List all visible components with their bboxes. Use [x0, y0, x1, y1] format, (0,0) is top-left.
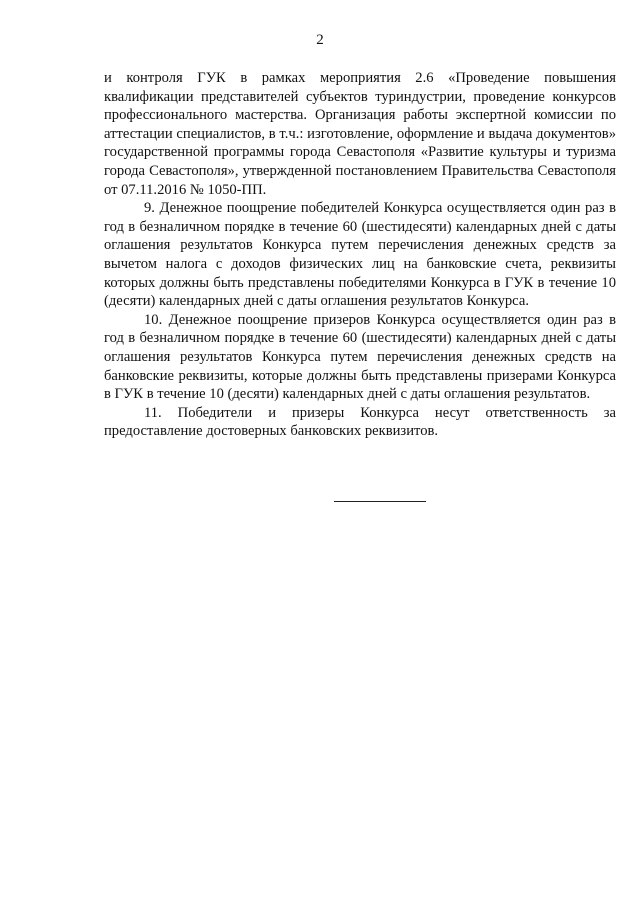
paragraph-item-10: 10. Денежное поощрение призеров Конкурса осуществляется один раз в год в безналичном порядке в течение 60 (шестидесяти) календарных дней с даты оглашения результатов Конкурса путем перечисления денежных средств на банковские реквизиты, которые должны быть представлены призерами Конкурса в ГУК в течение 10 (десяти) календарных дней с даты оглашения результатов. — [104, 311, 616, 403]
end-of-document-rule — [334, 501, 426, 502]
document-body — [104, 69, 616, 441]
paragraph-item-11: 11. Победители и призеры Конкурса несут ответственность за предоставление достоверных банковских реквизитов. — [104, 404, 616, 440]
paragraph-continuation: и контроля ГУК в рамках мероприятия 2.6 «Проведение повышения квалификации представителей субъектов туриндустрии, проведение конкурсов профессионального мастерства. Организация работы экспертной комиссии по аттестации специалистов, в т.ч.: изготовление, оформление и выдача документов» государственной программы города Севастополя «Развитие культуры и туризма города Севастополя», утвержденной постановлением Правительства Севастополя от 07.11.2016 № 1050-ПП. — [104, 70, 616, 198]
page-number: 2 — [316, 32, 324, 48]
paragraph-item-9: 9. Денежное поощрение победителей Конкурса осуществляется один раз в год в безналичном порядке в течение 60 (шестидесяти) календарных дней с даты оглашения результатов Конкурса путем перечисления денежных средств за вычетом налога с доходов физических лиц на банковские счета, реквизиты которых должны быть представлены победителями Конкурса в ГУК в течение 10 (десяти) календарных дней с даты оглашения результатов Конкурса. — [104, 200, 616, 310]
